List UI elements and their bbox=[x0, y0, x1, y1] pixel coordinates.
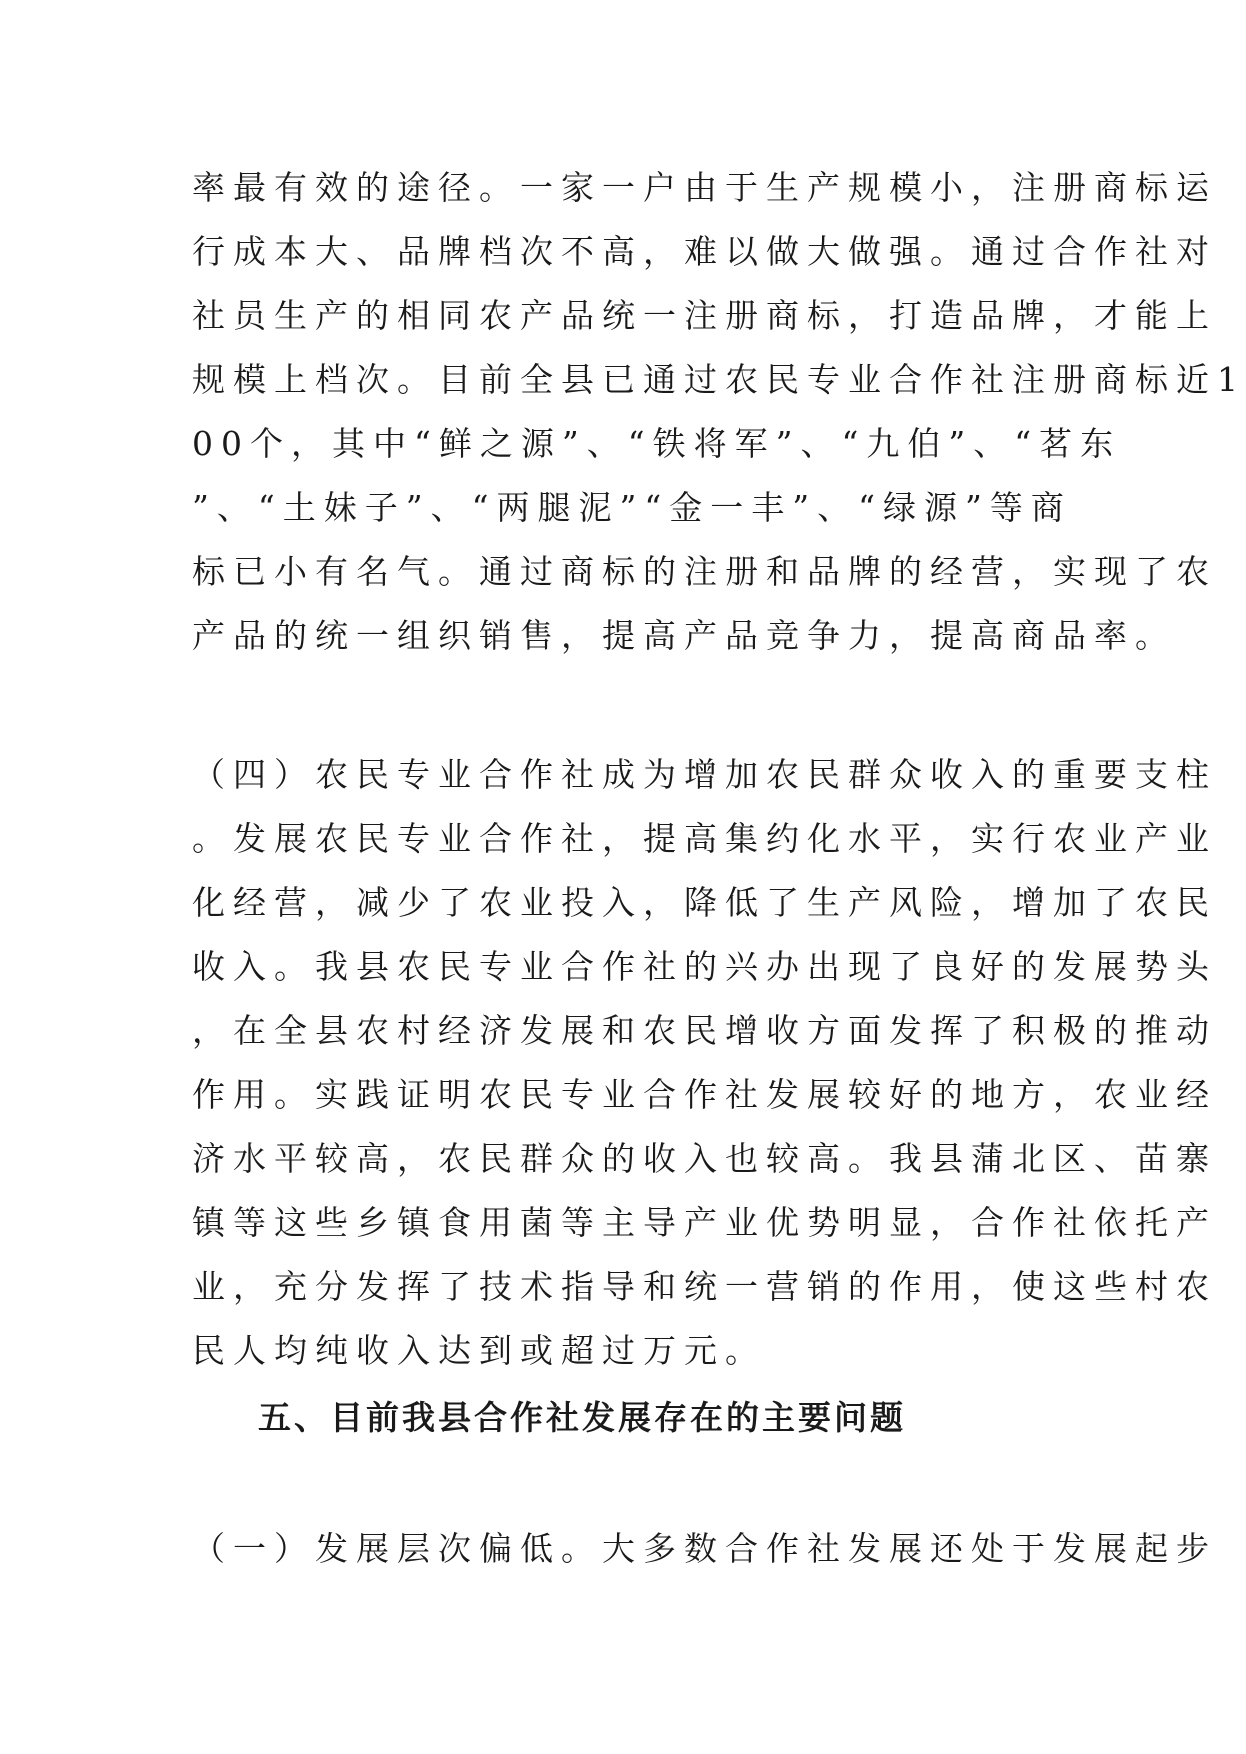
paragraph-a-line: 社员生产的相同农产品统一注册商标，打造品牌，才能上 bbox=[192, 296, 1217, 335]
section-heading: 五、目前我县合作社发展存在的主要问题 bbox=[258, 1398, 906, 1437]
paragraph-a-line: 标已小有名气。通过商标的注册和品牌的经营，实现了农 bbox=[192, 552, 1217, 591]
paragraph-a-line: 率最有效的途径。一家一户由于生产规模小，注册商标运 bbox=[192, 168, 1217, 207]
paragraph-b-line: ，在全县农村经济发展和农民增收方面发挥了积极的推动 bbox=[192, 1011, 1217, 1050]
paragraph-b-line: （四）农民专业合作社成为增加农民群众收入的重要支柱 bbox=[192, 755, 1217, 794]
paragraph-b-line: 济水平较高，农民群众的收入也较高。我县蒲北区、苗寨 bbox=[192, 1139, 1217, 1178]
paragraph-a-line: 00个，其中“鲜之源”、“铁将军”、“九伯”、“茗东 bbox=[192, 424, 1122, 463]
paragraph-b-line: 化经营，减少了农业投入，降低了生产风险，增加了农民 bbox=[192, 883, 1217, 922]
paragraph-a-line: 规模上档次。目前全县已通过农民专业合作社注册商标近1 bbox=[192, 360, 1246, 399]
paragraph-b-line: 。发展农民专业合作社，提高集约化水平，实行农业产业 bbox=[192, 819, 1217, 858]
paragraph-a-line: ”、“土妹子”、“两腿泥”“金一丰”、“绿源”等商 bbox=[192, 488, 1072, 527]
paragraph-b-line: 业，充分发挥了技术指导和统一营销的作用，使这些村农 bbox=[192, 1267, 1217, 1306]
paragraph-b-line: 收入。我县农民专业合作社的兴办出现了良好的发展势头 bbox=[192, 947, 1217, 986]
paragraph-c-line: （一）发展层次偏低。大多数合作社发展还处于发展起步 bbox=[192, 1529, 1217, 1568]
paragraph-b-line: 作用。实践证明农民专业合作社发展较好的地方，农业经 bbox=[192, 1075, 1217, 1114]
paragraph-a-line: 行成本大、品牌档次不高，难以做大做强。通过合作社对 bbox=[192, 232, 1217, 271]
paragraph-b-line: 民人均纯收入达到或超过万元。 bbox=[192, 1331, 766, 1370]
paragraph-a-line: 产品的统一组织销售，提高产品竞争力，提高商品率。 bbox=[192, 616, 1176, 655]
paragraph-b-line: 镇等这些乡镇食用菌等主导产业优势明显，合作社依托产 bbox=[192, 1203, 1217, 1242]
